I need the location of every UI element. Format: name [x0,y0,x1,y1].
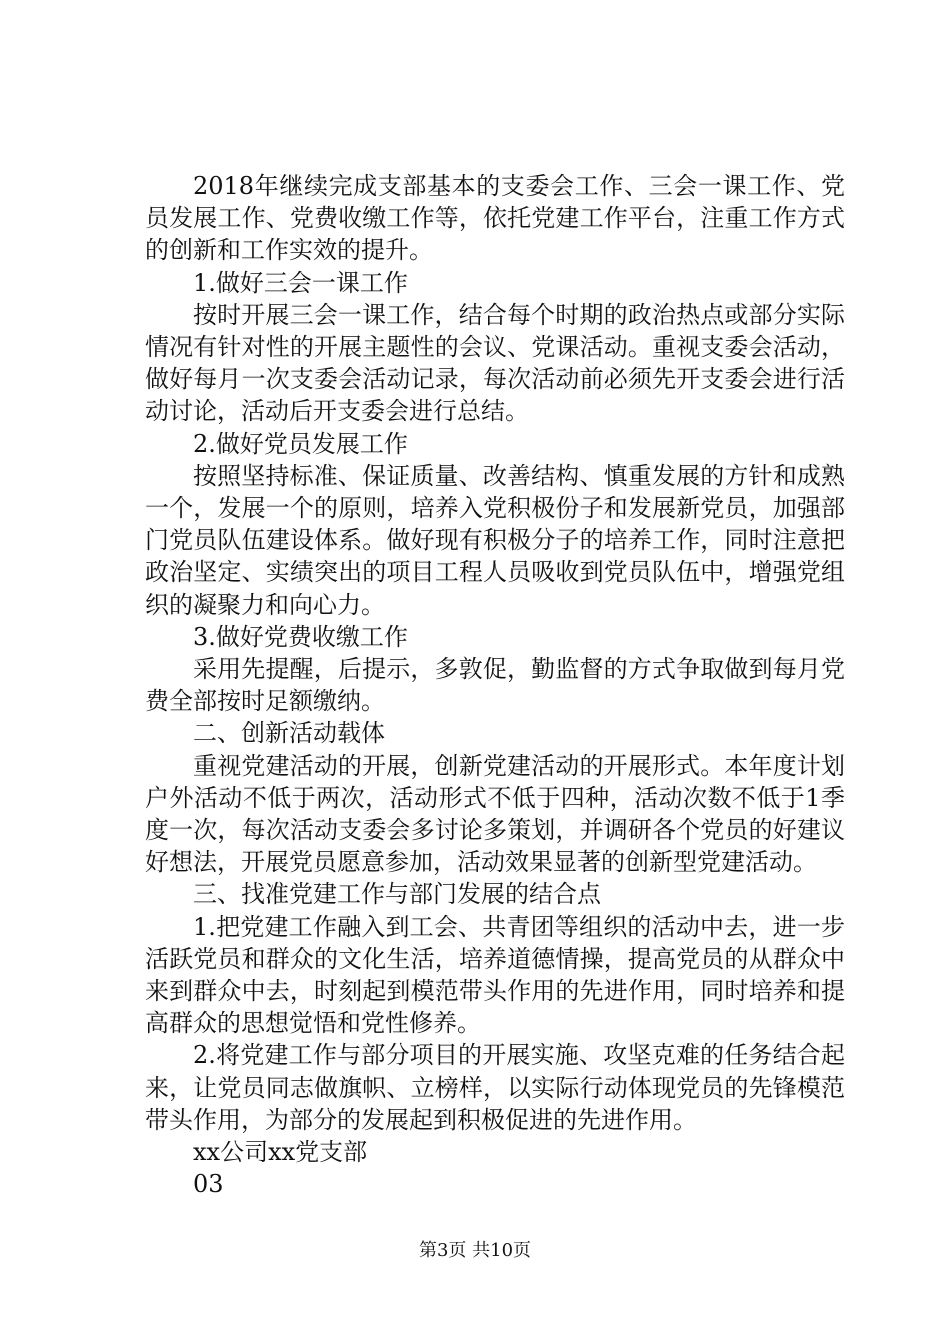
heading-dues-collection: 3.做好党费收缴工作 [193,622,408,651]
heading-integration-point: 三、找准党建工作与部门发展的结合点 [193,880,601,909]
document-body [145,170,845,1201]
paragraph-integration-1: 1.把党建工作融入到工会、共青团等组织的活动中去，进一步活跃党员和群众的文化生活，培养道德情操，提高党员的从群众中来到群众中去，时刻起到模范带头作用的先进作用，同时培养和提高群众的思想觉悟和党性修养。 [145,912,845,1038]
signature-organization: xx公司xx党支部 [193,1138,368,1167]
paragraph-three-meetings: 按时开展三会一课工作，结合每个时期的政治热点或部分实际情况有针对性的开展主题性的会议、党课活动。重视支委会活动，做好每月一次支委会活动记录，每次活动前必须先开支委会进行活动讨论，活动后开支委会进行总结。 [145,300,845,426]
heading-three-meetings: 1.做好三会一课工作 [193,268,408,297]
signature-date: 03 [193,1170,224,1199]
heading-member-development: 2.做好党员发展工作 [193,429,408,458]
paragraph-intro: 2018年继续完成支部基本的支委会工作、三会一课工作、党员发展工作、党费收缴工作等，依托党建工作平台，注重工作方式的创新和工作实效的提升。 [145,172,845,265]
paragraph-member-development: 按照坚持标准、保证质量、改善结构、慎重发展的方针和成熟一个，发展一个的原则，培养入党积极份子和发展新党员，加强部门党员队伍建设体系。做好现有积极分子的培养工作，同时注意把政治坚定、实绩突出的项目工程人员吸收到党员队伍中，增强党组织的凝聚力和向心力。 [145,461,845,619]
page-footer: 第3页 共10页 [418,1240,532,1261]
paragraph-integration-2: 2.将党建工作与部分项目的开展实施、攻坚克难的任务结合起来，让党员同志做旗帜、立榜样，以实际行动体现党员的先锋模范带头作用，为部分的发展起到积极促进的先进作用。 [145,1041,845,1134]
paragraph-innovate-activities: 重视党建活动的开展，创新党建活动的开展形式。本年度计划户外活动不低于两次，活动形式不低于四种，活动次数不低于1季度一次，每次活动支委会多讨论多策划，并调研各个党员的好建议好想法，开展党员愿意参加，活动效果显著的创新型党建活动。 [145,751,845,877]
heading-innovate-activities: 二、创新活动载体 [193,719,385,748]
paragraph-dues-collection: 采用先提醒，后提示，多敦促，勤监督的方式争取做到每月党费全部按时足额缴纳。 [145,655,845,716]
